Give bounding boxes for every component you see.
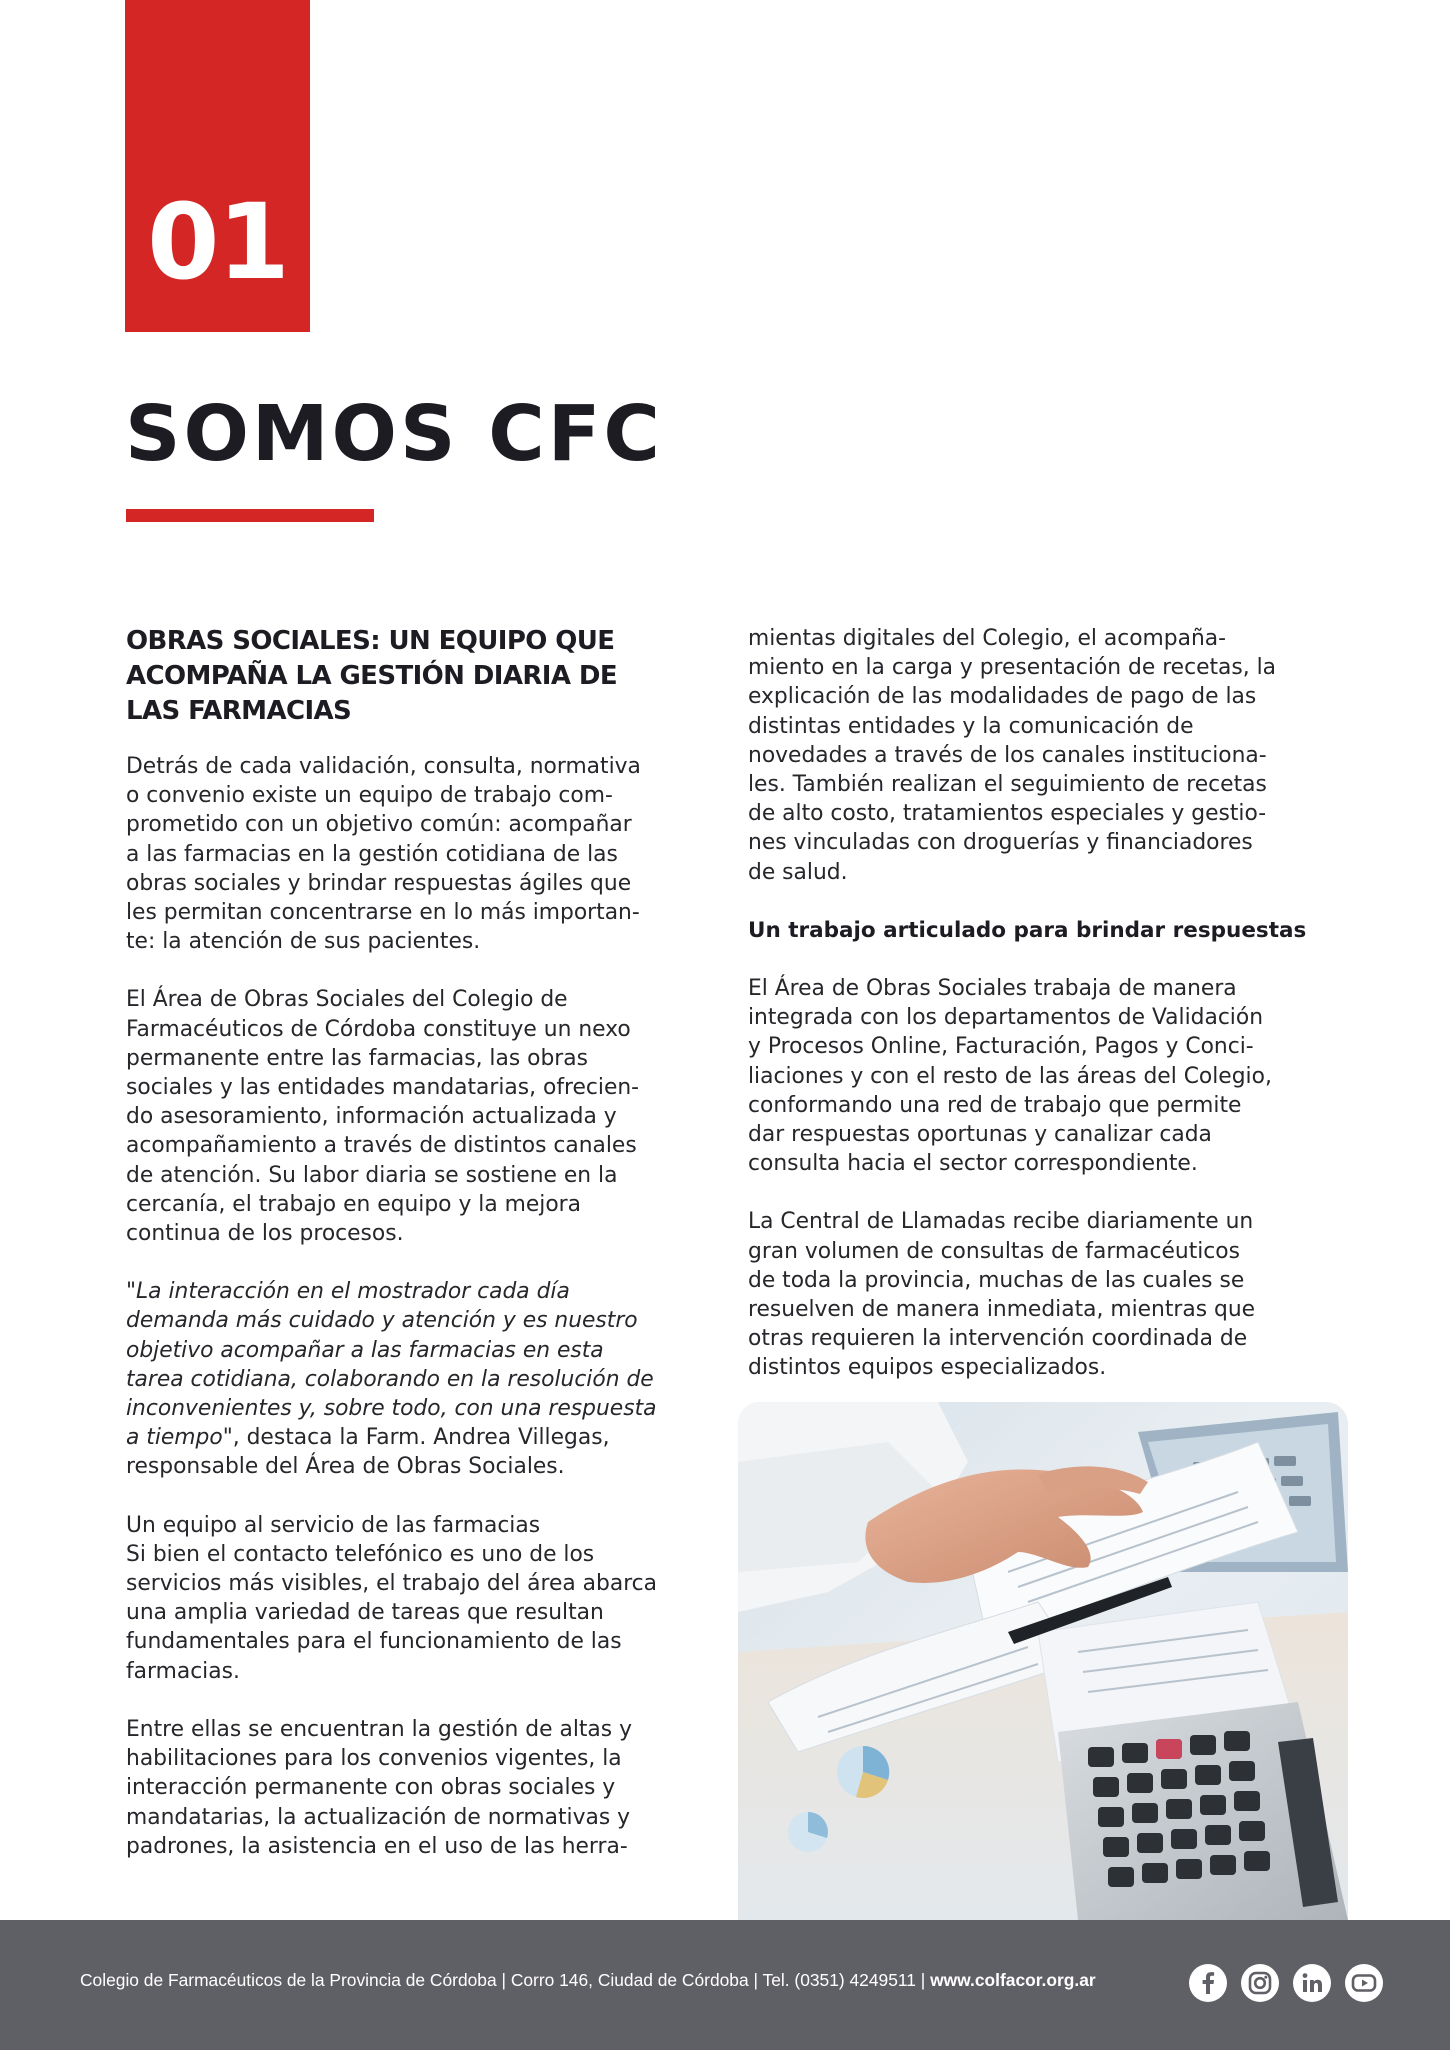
- section-number-block: [125, 0, 310, 332]
- article-photo: [738, 1402, 1348, 1920]
- article-subheading: Un trabajo articulado para brindar respuestas: [748, 917, 1307, 943]
- text-line: El Área de Obras Sociales trabaja de manera: [748, 976, 1237, 1002]
- text-line: responsable del Área de Obras Sociales.: [126, 1454, 565, 1480]
- paragraph-area: [126, 985, 716, 1248]
- paragraph-quote: [126, 1277, 716, 1481]
- text-line: farmacias.: [126, 1658, 240, 1684]
- heading-line: OBRAS SOCIALES: UN EQUIPO QUE: [126, 626, 615, 656]
- paragraph-team: [126, 1511, 716, 1686]
- text-line: do asesoramiento, información actualizada y: [126, 1104, 617, 1130]
- text-line: de toda la provincia, muchas de las cuales se: [748, 1267, 1245, 1293]
- paragraph-tasks-continued: [748, 624, 1348, 887]
- right-column: [748, 624, 1348, 1383]
- quote-line: demanda más cuidado y atención y es nuestro: [126, 1308, 638, 1334]
- footer-website-link[interactable]: www.colfacor.org.ar: [930, 1970, 1096, 1990]
- text-line: Si bien el contacto telefónico es uno de los: [126, 1541, 595, 1567]
- quote-line: a tiempo": [126, 1425, 233, 1451]
- paragraph-call-center: [748, 1207, 1348, 1382]
- footer: [0, 1920, 1450, 2050]
- text-line: habilitaciones para los convenios vigentes, la: [126, 1746, 622, 1772]
- text-line: El Área de Obras Sociales del Colegio de: [126, 987, 568, 1013]
- quote-line: objetivo acompañar a las farmacias en esta: [126, 1337, 604, 1363]
- text-line: La Central de Llamadas recibe diariamente un: [748, 1209, 1254, 1235]
- text-line: Un equipo al servicio de las farmacias: [126, 1512, 541, 1538]
- quote-attribution: , destaca la Farm. Andrea Villegas,: [232, 1425, 610, 1451]
- heading-line: LAS FARMACIAS: [126, 696, 352, 726]
- text-line: a las farmacias en la gestión cotidiana de las: [126, 841, 618, 867]
- text-line: mandatarias, la actualización de normativas y: [126, 1804, 631, 1830]
- text-line: de alto costo, tratamientos especiales y gestio-: [748, 801, 1267, 827]
- text-line: otras requieren la intervención coordinada de: [748, 1326, 1248, 1352]
- text-line: te: la atención de sus pacientes.: [126, 929, 481, 955]
- title-underline: [126, 509, 374, 522]
- text-line: y Procesos Online, Facturación, Pagos y Conci-: [748, 1034, 1254, 1060]
- text-line: integrada con los departamentos de Validación: [748, 1005, 1264, 1031]
- text-line: mientas digitales del Colegio, el acompaña-: [748, 626, 1227, 651]
- quote-line: tarea cotidiana, colaborando en la resolución de: [126, 1366, 654, 1392]
- text-line: distintos equipos especializados.: [748, 1355, 1107, 1381]
- heading-line: ACOMPAÑA LA GESTIÓN DIARIA DE: [126, 661, 617, 691]
- text-line: explicación de las modalidades de pago de las: [748, 684, 1257, 710]
- facebook-icon[interactable]: [1189, 1964, 1227, 2002]
- quote-line: "La interacción en el mostrador cada día: [126, 1279, 570, 1305]
- text-line: Entre ellas se encuentran la gestión de altas y: [126, 1716, 632, 1742]
- text-line: obras sociales y brindar respuestas ágiles que: [126, 870, 632, 896]
- left-column: [126, 624, 716, 1861]
- footer-contact: [80, 1972, 1096, 1989]
- text-line: consulta hacia el sector correspondiente.: [748, 1151, 1198, 1177]
- text-line: de atención. Su labor diaria se sostiene en la: [126, 1162, 618, 1188]
- text-line: les permitan concentrarse en lo más importan-: [126, 900, 640, 926]
- article-heading: [126, 624, 716, 729]
- quote-attribution-line: [126, 1423, 716, 1452]
- text-line: interacción permanente con obras sociales y: [126, 1775, 616, 1801]
- text-line: una amplia variedad de tareas que resultan: [126, 1600, 604, 1626]
- section-number: 01: [147, 181, 288, 303]
- text-line: o convenio existe un equipo de trabajo com-: [126, 783, 613, 809]
- text-line: novedades a través de los canales instituciona-: [748, 742, 1267, 768]
- instagram-icon[interactable]: [1241, 1964, 1279, 2002]
- paragraph-articulated: [748, 974, 1348, 1178]
- youtube-icon[interactable]: [1345, 1964, 1383, 2002]
- text-line: nes vinculadas con droguerías y financiadores: [748, 830, 1253, 856]
- text-line: gran volumen de consultas de farmacéuticos: [748, 1238, 1240, 1264]
- text-line: resuelven de manera inmediata, mientras que: [748, 1297, 1256, 1323]
- page-title: SOMOS CFC: [125, 390, 663, 479]
- text-line: permanente entre las farmacias, las obras: [126, 1045, 588, 1071]
- text-line: conformando una red de trabajo que permite: [748, 1092, 1242, 1118]
- text-line: servicios más visibles, el trabajo del área abarca: [126, 1571, 658, 1597]
- linkedin-icon[interactable]: [1293, 1964, 1331, 2002]
- text-line: de salud.: [748, 859, 848, 885]
- text-line: padrones, la asistencia en el uso de las herra-: [126, 1833, 628, 1859]
- footer-contact-text: Colegio de Farmacéuticos de la Provincia de Córdoba | Corro 146, Ciudad de Córdoba | Tel. (0351) 4249511 |: [80, 1970, 931, 1990]
- text-line: sociales y las entidades mandatarias, ofrecien-: [126, 1075, 640, 1101]
- text-line: fundamentales para el funcionamiento de las: [126, 1629, 622, 1655]
- text-line: Farmacéuticos de Córdoba constituye un nexo: [126, 1016, 631, 1042]
- text-line: Detrás de cada validación, consulta, normativa: [126, 754, 641, 779]
- paragraph-tasks: [126, 1715, 716, 1861]
- text-line: cercanía, el trabajo en equipo y la mejora: [126, 1191, 581, 1217]
- text-line: miento en la carga y presentación de recetas, la: [748, 655, 1277, 681]
- text-line: acompañamiento a través de distintos canales: [126, 1133, 637, 1159]
- quote-line: inconvenientes y, sobre todo, con una respuesta: [126, 1396, 657, 1422]
- text-line: liaciones y con el resto de las áreas del Colegio,: [748, 1063, 1272, 1089]
- text-line: les. También realizan el seguimiento de recetas: [748, 772, 1267, 798]
- text-line: dar respuestas oportunas y canalizar cada: [748, 1122, 1212, 1148]
- text-line: prometido con un objetivo común: acompañar: [126, 812, 632, 838]
- text-line: continua de los procesos.: [126, 1221, 404, 1247]
- paragraph-intro: [126, 752, 716, 956]
- text-line: distintas entidades y la comunicación de: [748, 713, 1194, 739]
